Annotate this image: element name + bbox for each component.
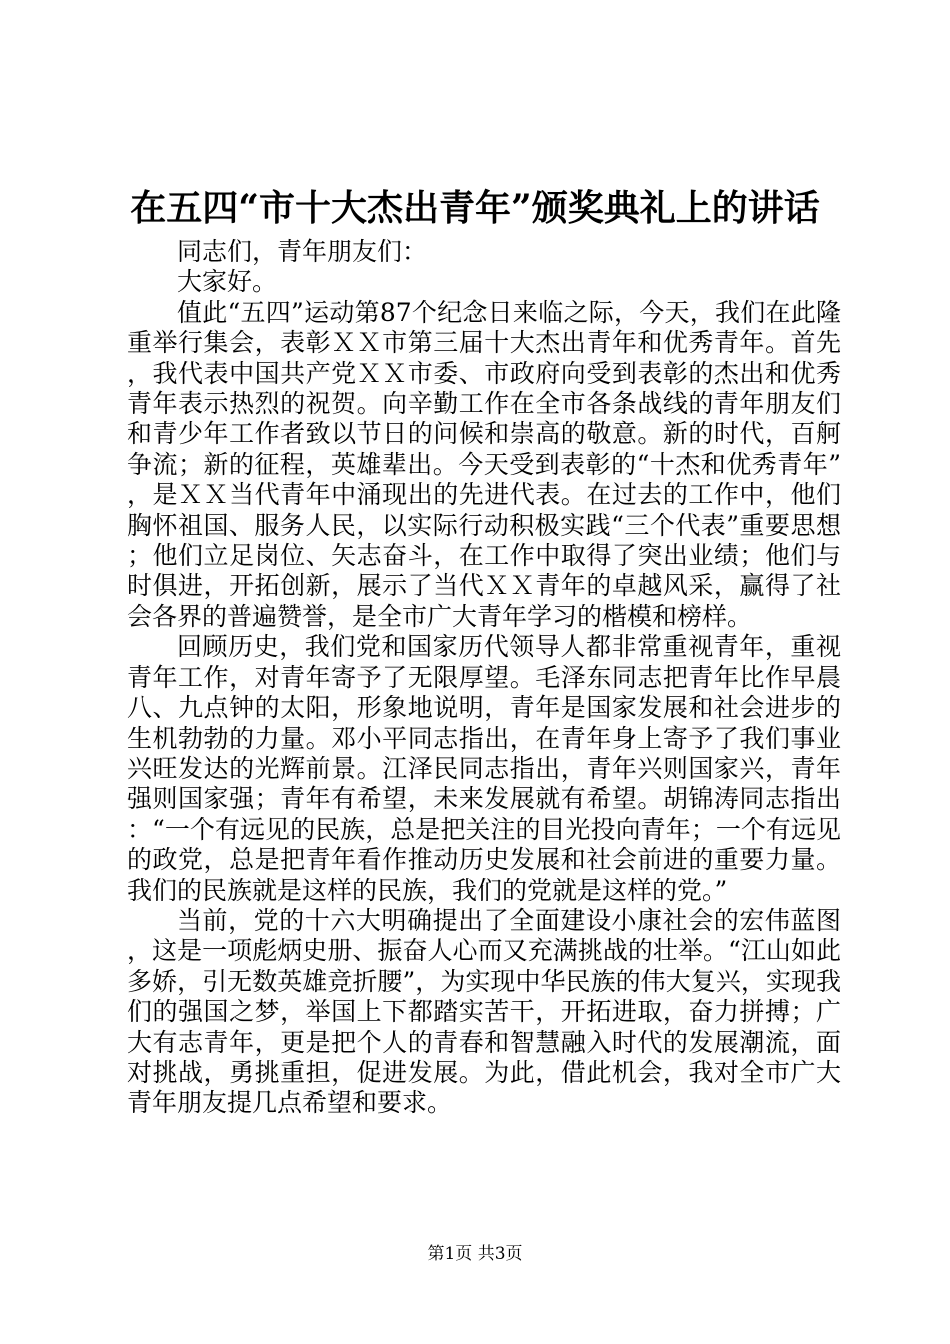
- page-number-footer: 第1页 共3页: [427, 1244, 523, 1264]
- salutation: 同志们，青年朋友们：: [177, 237, 428, 266]
- body-paragraph-3: 当前，党的十六大明确提出了全面建设小康社会的宏伟蓝图，这是一项彪炳史册、振奋人心而又充满挑战的壮举。“江山如此多娇，引无数英雄竞折腰”，为实现中华民族的伟大复兴，实现我们的强国之梦，举国上下都踏实苦干，开拓进取，奋力拼搏；广大有志青年，更是把个人的青春和智慧融入时代的发展潮流，面对挑战，勇挑重担，促进发展。为此，借此机会，我对全市广大青年朋友提几点希望和要求。: [127, 905, 841, 1118]
- document-body: [127, 237, 841, 1119]
- document-title: 在五四“市十大杰出青年”颁奖典礼上的讲话: [130, 187, 820, 229]
- body-paragraph-2: 回顾历史，我们党和国家历代领导人都非常重视青年，重视青年工作，对青年寄予了无限厚望。毛泽东同志把青年比作早晨八、九点钟的太阳，形象地说明，青年是国家发展和社会进步的生机勃勃的力量。邓小平同志指出，在青年身上寄予了我们事业兴旺发达的光辉前景。江泽民同志指出，青年兴则国家兴，青年强则国家强；青年有希望，未来发展就有希望。胡锦涛同志指出：“一个有远见的民族，总是把关注的目光投向青年；一个有远见的政党，总是把青年看作推动历史发展和社会前进的重要力量。我们的民族就是这样的民族，我们的党就是这样的党。”: [127, 632, 841, 905]
- greeting: 大家好。: [177, 267, 278, 297]
- body-paragraph-1: 值此“五四”运动第87个纪念日来临之际，今天，我们在此隆重举行集会，表彰ＸＸ市第三届十大杰出青年和优秀青年。首先，我代表中国共产党ＸＸ市委、市政府向受到表彰的杰出和优秀青年表示热烈的祝贺。向辛勤工作在全市各条战线的青年朋友们和青少年工作者致以节日的问候和崇高的敬意。新的时代，百舸争流；新的征程，英雄辈出。今天受到表彰的“十杰和优秀青年”，是ＸＸ当代青年中涌现出的先进代表。在过去的工作中，他们胸怀祖国、服务人民，以实际行动积极实践“三个代表”重要思想；他们立足岗位、矢志奋斗，在工作中取得了突出业绩；他们与时俱进，开拓创新，展示了当代ＸＸ青年的卓越风采，赢得了社会各界的普遍赞誉，是全市广大青年学习的楷模和榜样。: [127, 297, 841, 631]
